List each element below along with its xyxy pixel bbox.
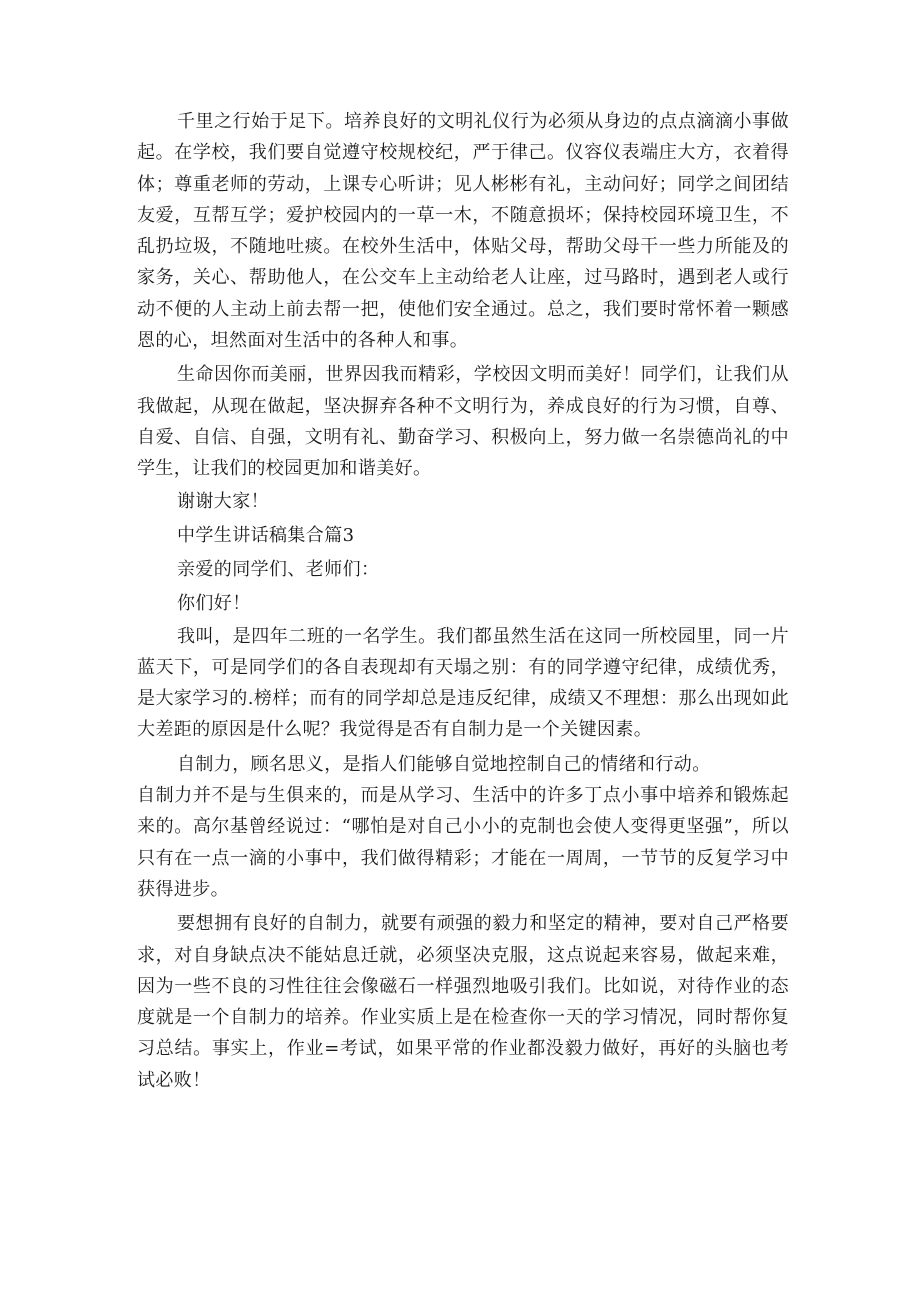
closing-thanks: 谢谢大家！ — [177, 490, 269, 512]
section-heading: 中学生讲话稿集合篇3 — [177, 524, 355, 546]
greeting: 你们好！ — [177, 592, 251, 614]
paragraph-etiquette: 千里之行始于足下。培养良好的文明礼仪行为必须从身边的点点滴滴小事做起。在学校，我们要自觉遵守校规校纪，严于律己。仪容仪表端庄大方，衣着得体；尊重老师的劳动，上课专心听讲；见人彬彬有礼，主动问好；同学之间团结友爱，互帮互学；爱护校园内的一草一木，不随意损坏；保持校园环境卫生，不乱扔垃圾，不随地吐痰。在校外生活中，体贴父母，帮助父母干一些力所能及的家务，关心、帮助他人，在公交车上主动给老人让座，过马路时，遇到老人或行动不便的人主动上前去帮一把，使他们安全通过。总之，我们要时常怀着一颗感恩的心，坦然面对生活中的各种人和事。 — [137, 111, 789, 352]
paragraph-call-to-action: 生命因你而美丽，世界因我而精彩，学校因文明而美好！同学们，让我们从我做起，从现在做起，坚决摒弃各种不文明行为，养成良好的行为习惯，自尊、自爱、自信、自强，文明有礼、勤奋学习、积极向上，努力做一名崇德尚礼的中学生，让我们的校园更加和谐美好。 — [137, 364, 789, 480]
paragraph-self-control-practice: 要想拥有良好的自制力，就要有顽强的毅力和坚定的精神，要对自己严格要求，对自身缺点决不能姑息迁就，必须坚决克服，这点说起来容易，做起来难，因为一些不良的习性往往会像磁石一样强烈地吸引我们。比如说，对待作业的态度就是一个自制力的培养。作业实质上是在检查你一天的学习情况，同时帮你复习总结。事实上，作业=考试，如果平常的作业都没毅力做好，再好的头脑也考试必败！ — [137, 913, 789, 1091]
document-body — [137, 106, 789, 1096]
paragraph-self-control-origin: 自制力并不是与生俱来的，而是从学习、生活中的许多丁点小事中培养和锻炼起来的。高尔基曾经说过：“哪怕是对自己小小的克制也会使人变得更坚强”，所以只有在一点一滴的小事中，我们做得精彩；才能在一周周，一节节的反复学习中获得进步。 — [137, 785, 789, 900]
paragraph-self-control-definition: 自制力，顾名思义，是指人们能够自觉地控制自己的情绪和行动。 — [177, 753, 711, 775]
paragraph-introduction: 我叫，是四年二班的一名学生。我们都虽然生活在这同一所校园里，同一片蓝天下，可是同学们的各自表现却有天塌之别：有的同学遵守纪律，成绩优秀，是大家学习的.榜样；而有的同学却总是违反纪律，成绩又不理想：那么出现如此大差距的原因是什么呢？我觉得是否有自制力是一个关键因素。 — [137, 625, 789, 741]
salutation: 亲爱的同学们、老师们： — [177, 558, 380, 580]
